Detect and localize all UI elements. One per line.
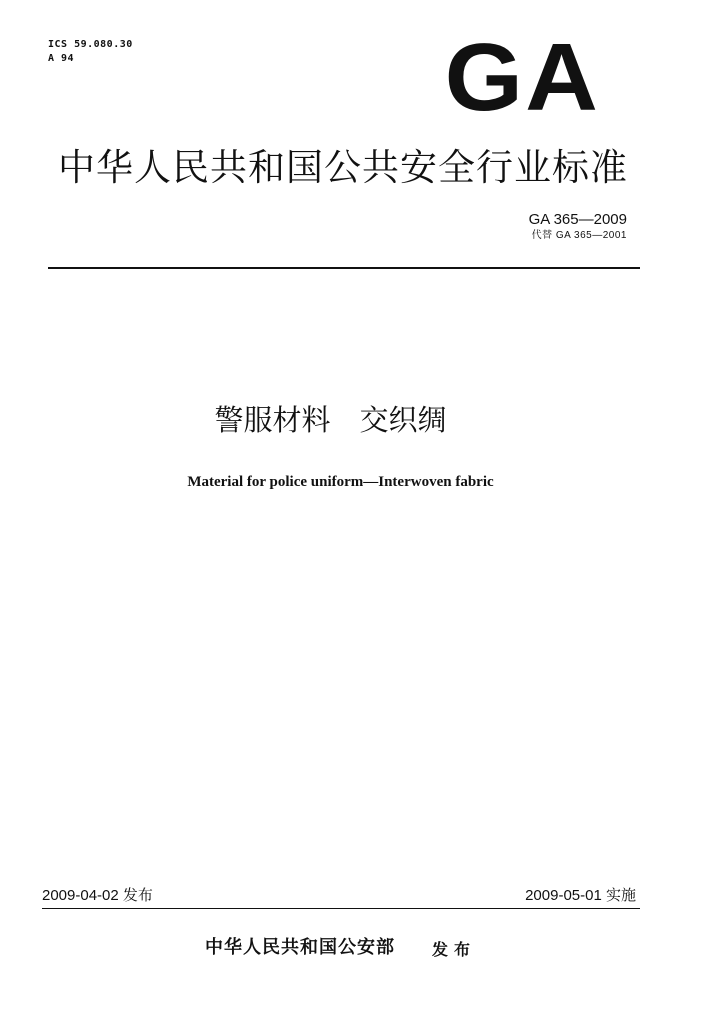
category-code: A 94 (48, 53, 75, 64)
top-divider (48, 267, 640, 269)
bottom-divider (42, 908, 640, 909)
classification-codes (48, 38, 133, 66)
publish-label: 发布 (432, 940, 477, 959)
standard-number-block (529, 211, 627, 243)
replaces-standard: 代替 GA 365—2001 (531, 230, 627, 241)
standard-title: 中华人民共和国公共安全行业标准 (58, 146, 628, 189)
document-title-en: Material for police uniform—Interwoven fabric (187, 474, 494, 490)
ga-logo: GA (444, 24, 600, 131)
issue-date: 2009-04-02 发布 (42, 887, 153, 904)
publisher: 中华人民共和国公安部 (205, 937, 395, 958)
ics-code: ICS 59.080.30 (48, 39, 133, 50)
implementation-date: 2009-05-01 实施 (525, 887, 636, 904)
standard-number: GA 365—2009 (528, 211, 627, 228)
document-title-cn: 警服材料 交织绸 (214, 403, 447, 437)
